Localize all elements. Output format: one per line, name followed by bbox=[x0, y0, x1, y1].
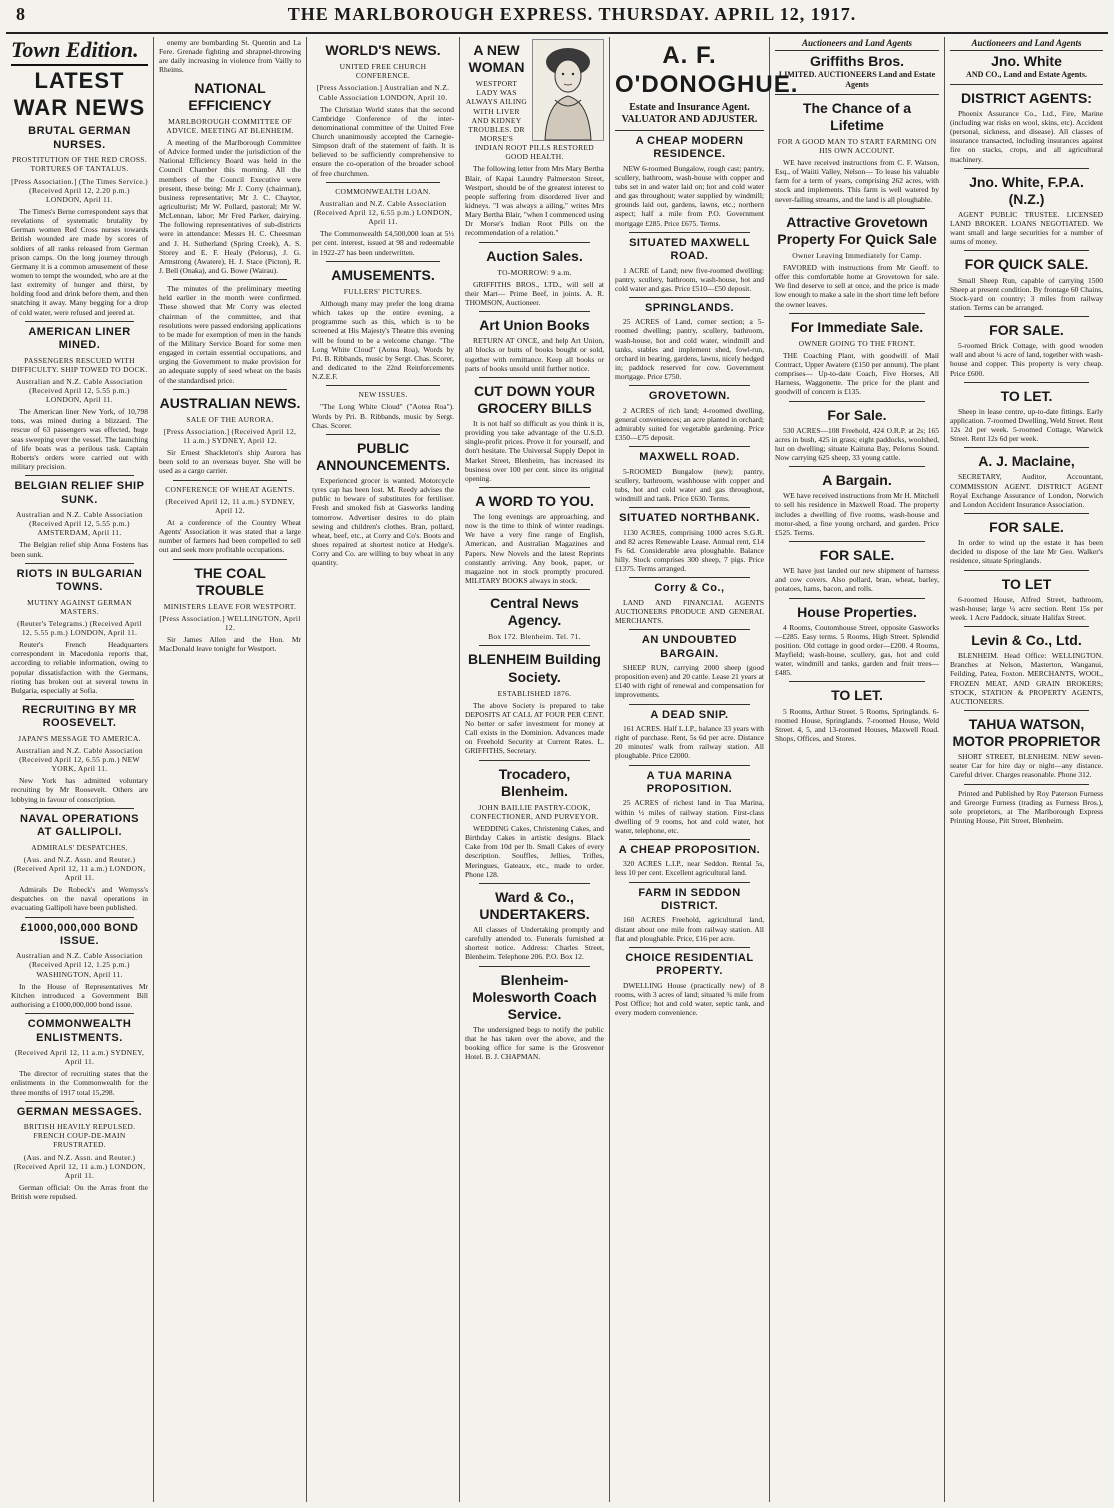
article-subheading: SALE OF THE AURORA. bbox=[186, 414, 274, 424]
article bbox=[11, 125, 148, 321]
article bbox=[950, 453, 1103, 514]
article-heading: A CHEAP PROPOSITION. bbox=[618, 843, 761, 856]
article-subheading: ADMIRALS' DESPATCHES. bbox=[31, 842, 128, 852]
article-heading: TO LET. bbox=[831, 687, 883, 704]
article bbox=[615, 512, 764, 578]
article bbox=[159, 284, 301, 390]
article-body: Experienced grocer is wanted. Motorcycle tyres cap has been lost. M. Reedy advises the public to beware of substitutes for fertiliser. Fresh and smoked fish at Gasworks landing tomorrow. Advertiser desires to do plain sewing and children's clothes. Bran, pollard, wheat, beef, etc., at Corry and Co's. Boots and shoes repaired at shortest notice at Hedge's. Corry and Co. are willing to buy wheat in any quantity. bbox=[312, 475, 454, 568]
article bbox=[775, 407, 939, 468]
article-heading: WORLD'S NEWS. bbox=[325, 42, 441, 58]
article bbox=[465, 889, 604, 967]
column-1 bbox=[6, 37, 154, 1502]
article bbox=[11, 326, 148, 477]
article-body: Admirals De Robeck's and Wemyss's despatches on the naval operations in evacuating Gallipoli have been published. bbox=[11, 885, 148, 913]
article-subheading: PROSTITUTION OF THE RED CROSS. TORTURES OF TANTALUS. bbox=[12, 155, 147, 174]
article bbox=[615, 952, 764, 1017]
article-heading: AUSTRALIAN NEWS. bbox=[159, 394, 301, 411]
article-heading: Art Union Books bbox=[479, 317, 590, 334]
article-body: Sir James Allen and the Hon. Mr MacDonald leave tonight for Westport. bbox=[159, 635, 301, 654]
article-heading: FARM IN SEDDON DISTRICT. bbox=[638, 886, 741, 913]
article-subheading: UNITED FREE CHURCH CONFERENCE. bbox=[339, 62, 427, 81]
article-heading: BLENHEIM Building Society. bbox=[468, 651, 601, 685]
article bbox=[950, 388, 1103, 449]
article bbox=[465, 595, 604, 646]
article bbox=[950, 322, 1103, 383]
article-heading: A CHEAP MODERN RESIDENCE. bbox=[635, 134, 744, 161]
article-heading: SITUATED NORTHBANK. bbox=[619, 512, 760, 525]
col1-articles bbox=[11, 125, 148, 1201]
article bbox=[159, 565, 301, 654]
article bbox=[615, 887, 764, 948]
headline-latest-war-news: LATEST WAR NEWS bbox=[13, 67, 146, 120]
article bbox=[615, 451, 764, 508]
article-subheading: CONFERENCE OF WHEAT AGENTS. bbox=[165, 484, 295, 494]
article-body: AGENT PUBLIC TRUSTEE. LICENSED LAND BROKER. LOANS NEGOTIATED. We want small and large securities for a number of sums of money. bbox=[950, 209, 1103, 247]
article-heading: Blenheim-Molesworth Coach Service. bbox=[472, 971, 597, 1022]
article-subheading: COMMONWEALTH LOAN. bbox=[335, 186, 431, 196]
article-dateline: Australian and N.Z. Cable Association (Received April 12, 6.55 p.m.) NEW YORK, April 11. bbox=[16, 745, 143, 774]
article-body: The director of recruiting states that the enlistments in the Commonwealth for the three months of 1917 total 15,298. bbox=[11, 1069, 148, 1097]
article-body: Sir Ernest Shackleton's ship Aurora has been sold to an overseas buyer. She will be used as a cargo carrier. bbox=[159, 448, 301, 476]
article-heading: MAXWELL ROAD. bbox=[639, 451, 740, 464]
article-heading: A TUA MARINA PROPOSITION. bbox=[646, 769, 733, 795]
article-heading: Jno. White, F.P.A. (N.Z.) bbox=[969, 173, 1084, 207]
article-heading: FOR SALE. bbox=[819, 547, 895, 564]
article bbox=[615, 844, 764, 883]
article-body: SHORT STREET, BLENHEIM. NEW seven-seater Car for hire day or night—any distance. Careful driver. Charges reasonable. Phone 312. bbox=[950, 752, 1103, 780]
article bbox=[11, 568, 148, 700]
article-heading: House Properties. bbox=[797, 603, 917, 620]
article-dateline: [Press Association.] (Received April 12, 11 a.m.) SYDNEY, April 12. bbox=[163, 426, 297, 446]
article-body: German official: On the Arras front the British were repulsed. bbox=[11, 1182, 148, 1202]
article-subheading: PASSENGERS RESCUED WITH DIFFICULTY. SHIP TOWED TO DOCK. bbox=[11, 355, 148, 374]
article-heading: FOR QUICK SALE. bbox=[964, 256, 1089, 273]
article-body: 5 Rooms, Arthur Street. 5 Rooms, Springlands. 6-roomed House, Springlands. 7-roomed House, Weld Street. 4, 5, and 13-roomed Houses, Maxwell Road. Shops, Offices, and Stores. bbox=[775, 706, 939, 743]
article-heading: BRUTAL GERMAN NURSES. bbox=[28, 125, 131, 151]
article-subheading: BRITISH HEAVILY REPULSED. FRENCH COUP-DE-MAIN FRUSTRATED. bbox=[23, 1122, 136, 1150]
article-dateline: Australian and N.Z. Cable Association (Received April 12, 5.55 p.m.) AMSTERDAM, April 11. bbox=[16, 510, 143, 538]
article bbox=[615, 302, 764, 386]
article-subheading: ESTABLISHED 1876. bbox=[497, 688, 572, 698]
article-body: New York has admitted voluntary recruiting by Mr Roosevelt. Others are lobbying in favour of conscription. bbox=[11, 776, 148, 804]
article-body: 5-roomed Brick Cottage, with good wooden wall and about ¼ acre of land, together with wash-house and copper. This property is very cheap. Price £600. bbox=[950, 341, 1103, 378]
col7-listings bbox=[950, 90, 1103, 825]
article bbox=[775, 319, 939, 402]
article-body: 160 ACRES Freehold, agricultural land, distant about one mile from railway station. All flat and ploughable. Price, £16 per acre. bbox=[615, 915, 764, 943]
article-dateline: Australian and N.Z. Cable Association (Received April 12, 5.55 p.m.) LONDON, April 11. bbox=[16, 376, 143, 405]
article-dateline: (Aus. and N.Z. Assn. and Reuter.) (Received April 12, 11 a.m.) LONDON, April 11. bbox=[13, 1152, 146, 1180]
griffiths-firm-name: Griffiths Bros. bbox=[809, 52, 905, 69]
article-body: The following letter from Mrs Mary Bertha Blair, of Kapai Laundry Palmerston Street, Westport, should be of the greatest interest to people suffering from disordered liver and kidneys. "I was always a ailing," writes Mrs Mary Bertha Blair, "when I commenced using Dr Morse's Indian Root Pills on the recommendation of a relation." bbox=[465, 164, 604, 238]
article-heading: A Bargain. bbox=[822, 472, 892, 489]
article-heading: NAVAL OPERATIONS AT GALLIPOLI. bbox=[19, 812, 140, 839]
col5-listings bbox=[615, 135, 764, 1017]
article-body: LAND AND FINANCIAL AGENTS AUCTIONEERS PRODUCE AND GENERAL MERCHANTS. bbox=[615, 597, 764, 626]
article-subheading: MINISTERS LEAVE FOR WESTPORT. bbox=[163, 601, 297, 611]
article bbox=[312, 390, 454, 435]
article-body: GRIFFITHS BROS., LTD., will sell at their Mart— Prime Beef, in joints. A. R. THOMSON, Auctioneer. bbox=[465, 279, 604, 308]
article-body: At a conference of the Country Wheat Agents' Association it was stated that a large number of farmers had been compelled to sell out and seek more profitable occupations. bbox=[159, 518, 301, 555]
article-body: In order to wind up the estate it has been decided to dispose of the late Mr Geo. Walker's residence, situate Springlands. bbox=[950, 538, 1103, 566]
article-heading: Levin & Co., Ltd. bbox=[971, 632, 1082, 648]
article bbox=[312, 187, 454, 262]
article-body: THE Coaching Plant, with goodwill of Mail Contract, Upper Awatere (£150 per annum). The plant comprises— Up-to-date Coach, Five Horses, All Harness, Waggonette. The price for the plant and goodwill of concern is £135. bbox=[775, 350, 939, 397]
article-dateline: (Received April 12, 11 a.m.) SYDNEY, April 12. bbox=[165, 496, 295, 515]
article-heading: A DEAD SNIP. bbox=[650, 708, 729, 721]
article-body: The Commonwealth £4,500,000 loan at 5½ per cent. interest, issued at 98 and redeemable in 1922-27 has been underwritten. bbox=[312, 229, 454, 257]
article bbox=[615, 634, 764, 704]
page-number: 8 bbox=[16, 4, 25, 24]
article-body: 4 Rooms, Coutomhouse Street, opposite Gasworks—£285. Easy terms. 5 Rooms, High Street. Splendid position. Old cottage in good order—£200. 4 Rooms, Mayfield; wash-house, scullery, gas, hot and cold water, windmill and tanks, garden and fruit trees—£485. bbox=[775, 622, 939, 678]
article-subheading: JAPAN'S MESSAGE TO AMERICA. bbox=[18, 733, 141, 743]
article bbox=[159, 485, 301, 560]
article-dateline: Australian and N.Z. Cable Association (Received April 12, 1.25 p.m.) WASHINGTON, April 11. bbox=[16, 951, 143, 979]
article bbox=[615, 237, 764, 298]
article-subheading: JOHN BAILLIE PASTRY-COOK, CONFECTIONER, AND PURVEYOR. bbox=[470, 802, 599, 821]
masthead bbox=[6, 4, 1108, 34]
section-strip-right: Auctioneers and Land Agents bbox=[950, 37, 1103, 51]
article-heading: Corry & Co., bbox=[654, 582, 725, 595]
article-body: 1 ACRE of Land; new five-roomed dwelling: pantry, scullery, bathroom, wash-house, hot and cold water and gas. Price £510—£50 deposit. bbox=[615, 265, 764, 293]
col6-listings bbox=[775, 100, 939, 744]
woman-portrait-illustration bbox=[532, 39, 604, 141]
article-dateline: [Press Association.] Australian and N.Z. Cable Association LONDON, April 10. bbox=[316, 83, 450, 102]
article bbox=[312, 440, 454, 568]
article-body: NEW 6-roomed Bungalow, rough cast; pantry, scullery, bathroom, wash-house with copper and tubs set in and water laid on; hot and cold water and gas throughout; water supplied by windmill; grounds laid out, gardens, lawns, etc.; northern aspect; half a mile from P.O. Government mortgage £285. Price £675. Terms. bbox=[615, 163, 764, 228]
article-body: The long evenings are approaching, and now is the time to think of winter readings. We have a very fine range of English, American, and Australian Magazines and Papers. New Novels and the latest Reprints constantly arriving. Any book, paper, or magazine not in stock promptly procured. MILITARY BOOKS always in stock. bbox=[465, 512, 604, 586]
article-heading: AN UNDOUBTED BARGAIN. bbox=[641, 634, 738, 660]
article-heading: Auction Sales. bbox=[486, 247, 583, 264]
masthead-title: THE MARLBOROUGH EXPRESS. THURSDAY. APRIL 12, 1917. bbox=[287, 4, 857, 24]
article-dateline: (Reuter's Telegrams.) (Received April 12, 5.55 p.m.) LONDON, April 11. bbox=[17, 618, 142, 637]
article-subheading: MARLBOROUGH COMMITTEE OF ADVICE. MEETING AT BLENHEIM. bbox=[166, 116, 294, 135]
edition-label: Town Edition. bbox=[11, 37, 148, 66]
article-body: 25 ACRES of Land, corner section; a 5-roomed dwelling; pantry, scullery, bathroom, wash-house, hot and cold water, windmill and tanks, stables and implement shed, fowl-run, orchard in bearing, gardens, lawns, nicely hedged in; paddock reserved for cow. Government mortgage. Price £750. bbox=[615, 317, 764, 382]
article bbox=[465, 383, 604, 488]
article-body: In the House of Representatives Mr Kitchen introduced a Government Bill authorising a £1000,000,000 bond issue. bbox=[11, 981, 148, 1010]
article-dateline: (Received April 12, 11 a.m.) SYDNEY, April 11. bbox=[14, 1047, 145, 1067]
article bbox=[775, 604, 939, 683]
article-subheading: MUTINY AGAINST GERMAN MASTERS. bbox=[27, 597, 132, 616]
article-body: The Times's Berne correspondent says that revelations of systematic brutality by German women Red Cross nurses towards British wounded are made by scores of soldiers of all ranks released from German prison camps. On the long journey through Germany it is a common amusement of these women to tempt the wounded, who are at the last extremity of hunger and thirst, by holding food and drink before them, and then snatching it away. Many begging for a drop of cold water, were refused and jeered at. bbox=[11, 207, 148, 317]
article-subheading: FULLERS' PICTURES. bbox=[343, 286, 423, 296]
article bbox=[615, 135, 764, 233]
article-body: The Christian World states that the second Cambridge Conference of the inter-denominational committee of the United Free Church unanimously accepted the Carnegie-Simpson draft of the statement of faith. It is believed to be sufficiently comprehensive to ensure the co-operation of the broader school of free churchmen. bbox=[312, 104, 454, 178]
article-body: Reuter's French Headquarters correspondent in Macedonia reports that, according to reliable information, owing to popular dissatisfaction with the Germans, rioting has broken out at several towns in Bulgaria, especially at Sofia. bbox=[11, 640, 148, 695]
column-2-intro: enemy are bombarding St. Quentin and La Fere. Grenade fighting and shrapnel-throwing are daily increasing in violence from Vailly to Rheims. bbox=[159, 38, 301, 75]
article bbox=[465, 493, 604, 590]
article bbox=[950, 789, 1103, 826]
article bbox=[950, 519, 1103, 571]
column-5 bbox=[610, 37, 799, 1502]
article-body: Small Sheep Run, capable of carrying 1500 Sheep at present condition. By frontage 60 Chains, Stock-yard on country; 3 miles from railway station. Terms can be arranged. bbox=[950, 275, 1103, 312]
section-strip: Auctioneers and Land Agents bbox=[775, 37, 939, 51]
article-subheading: Box 172. Blenheim. Tel. 71. bbox=[488, 632, 581, 642]
article-heading: The Chance of a Lifetime bbox=[802, 99, 912, 133]
col4-articles bbox=[465, 42, 604, 1061]
article bbox=[11, 1106, 148, 1202]
article-heading: TO LET bbox=[1001, 575, 1052, 592]
article bbox=[465, 248, 604, 313]
column-6 bbox=[770, 37, 945, 1502]
article bbox=[615, 390, 764, 447]
article-body: The minutes of the preliminary meeting held earlier in the month were confirmed. These showed that Mr Corry was elected chairman of the committee, and that resolutions were passed endorsing applications to be made for exemption of men in the hands of the Military Service Board for some men engaged in certain essential occupations, and urging the Government to make provision for an adequate supply of seed wheat on the basis of the standardised price. bbox=[159, 284, 301, 385]
article bbox=[950, 716, 1103, 785]
article-body: 6-roomed House, Alfred Street, bathroom, wash-house; large ¼ acre section. Rent 15s per week. 1 Acre Paddock, situate Halifax Street. bbox=[950, 594, 1103, 622]
article-body: RETURN AT ONCE, and help Art Union, all blocks or butts of books bought or sold, together with remittance. Keep all books or parts of books unsold until further notice. bbox=[465, 336, 604, 373]
article-dateline: (Aus. and N.Z. Assn. and Reuter.) (Received April 12, 11 a.m.) LONDON, April 11. bbox=[13, 854, 146, 882]
article bbox=[775, 547, 939, 599]
article-heading: CHOICE RESIDENTIAL PROPERTY. bbox=[625, 951, 754, 978]
article bbox=[615, 770, 764, 840]
article bbox=[465, 317, 604, 378]
article-heading: A WORD TO YOU. bbox=[475, 492, 594, 509]
article-dateline: Australian and N.Z. Cable Association (Received April 12, 6.55 p.m.) LONDON, April 11. bbox=[313, 198, 453, 227]
article-body: Phoenix Assurance Co., Ltd., Fire, Marine (including war risks on wool, skins, etc). Accident (personal, sickness, and disease). All classes of insurance transacted, including insurances against fire on stacks, crops, and all agricultural machinery. bbox=[950, 108, 1103, 164]
article-subheading: OWNER GOING TO THE FRONT. bbox=[798, 338, 916, 348]
article-body: Although many may prefer the long drama which takes up the entire evening, a programme such as this, which is to be screened at His Majesty's Theatre this evening will be found to be a welcome change. "The Long White Cloud" (Aotea Roa), Words by Pri. B. Ribbands, music by Sergt. Chas. Scorer, and dedicated to the 22nd Reinforcements N.Z.E.F. bbox=[312, 298, 454, 382]
article-subheading: NEW ISSUES. bbox=[358, 390, 408, 400]
article-body: The undersigned begs to notify the public that he has taken over the above, and the booking office for same is the Grosvenor Hotel. B. J. CHAPMAN. bbox=[465, 1024, 604, 1062]
article-body: 320 ACRES L.I.P., near Seddon. Rental 5s, less 10 per cent. Excellent agricultural land. bbox=[615, 859, 764, 878]
article-heading: THE COAL TROUBLE bbox=[194, 564, 266, 598]
article bbox=[615, 709, 764, 766]
article-heading: For Immediate Sale. bbox=[790, 318, 924, 335]
article bbox=[159, 80, 301, 281]
col3-articles bbox=[312, 42, 454, 567]
article bbox=[465, 766, 604, 884]
article-heading: For Sale. bbox=[827, 406, 887, 423]
article-heading: SPRINGLANDS. bbox=[644, 301, 735, 314]
article-body: Printed and Published by Roy Paterson Furness and Greorge Furness (trading as Furness Bros.), sole proprietors, at The Marlborough Express Printing House, Pitt Street, Blenheim. bbox=[950, 788, 1103, 825]
column-3 bbox=[307, 37, 460, 1502]
article-body: FAVORED with instructions from Mr Geoff. to offer this comfortable home at Grovetown for sale. We find deserve to sell at once, and the price is made low enough to make a sale in the short time left before the owner leaves. bbox=[775, 262, 939, 309]
article-body: SHEEP RUN, carrying 2000 sheep (good proposition even) and 20 cattle. Lease 21 years at £140 with right of renewal and compensation for improvements. bbox=[615, 663, 764, 700]
article-subheading: FOR A GOOD MAN TO START FARMING ON HIS OWN ACCOUNT. bbox=[777, 136, 937, 155]
article bbox=[775, 100, 939, 209]
article-body: WEDDING Cakes, Christening Cakes, and Birthday Cakes in artistic designs. Black Cake from 10d per lb. Small Cakes of every description. Souffles, Jellies, Trifles, Meringues, Gateaux, etc., made to order. Phone 128. bbox=[465, 824, 604, 879]
article-body: Sheep in lease centre, up-to-date fittings. Early application. 7-roomed Dwelling, Weld Street. Rent 12s 2d per week. 5-roomed Cottage, Warwick Street. Rent 12s 6d per week. bbox=[950, 406, 1103, 444]
griffiths-firm-subtitle: LIMITED. AUCTIONEERS Land and Estate Agents bbox=[778, 70, 936, 89]
article-body: WE have received instructions from Mr H. Mitchell to sell his residence in Maxwell Road. The property includes a dwelling of five rooms, wash-house and motor-shed, a fine young orchard, and garden. Price £525. Terms. bbox=[775, 491, 939, 537]
article bbox=[950, 174, 1103, 252]
article bbox=[950, 90, 1103, 169]
article-heading: GERMAN MESSAGES. bbox=[16, 1105, 143, 1118]
article bbox=[465, 651, 604, 760]
article-heading: TAHUA WATSON, MOTOR PROPRIETOR bbox=[952, 715, 1101, 749]
article bbox=[11, 813, 148, 918]
article-subheading: TO-MORROW: 9 a.m. bbox=[497, 267, 572, 277]
article-body: All classes of Undertaking promptly and carefully attended to. Funerals furnished at shortest notice. Address: Charles Street, Blenheim. Telephone 206. P.O. Box 12. bbox=[465, 925, 604, 962]
article-body: DWELLING House (practically new) of 8 rooms, with 3 acres of land; situated ¾ mile from Post Office; hot and cold water, septic tank, and every modern convenience. bbox=[615, 980, 764, 1018]
article-heading: £1000,000,000 BOND ISSUE. bbox=[20, 921, 139, 947]
article bbox=[775, 687, 939, 743]
column-7 bbox=[945, 37, 1108, 1502]
columns bbox=[6, 37, 1108, 1502]
article bbox=[775, 214, 939, 314]
article bbox=[11, 922, 148, 1015]
article bbox=[615, 582, 764, 630]
article-body: 2 ACRES of rich land; 4-roomed dwelling, general conveniences; an acre planted in orchard; admirably suited for vegetable gardening. Price £350—£75 deposit. bbox=[615, 405, 764, 443]
article-heading: A NEW WOMAN bbox=[468, 42, 525, 76]
article bbox=[465, 972, 604, 1062]
article-heading: FOR SALE. bbox=[989, 322, 1064, 339]
article-heading: BELGIAN RELIEF SHIP SUNK. bbox=[14, 480, 145, 506]
article-body: 5-ROOMED Bungalow (new); pantry, scullery, bathroom, washhouse with copper and tubs, hot and cold water and gas throughout, windmill and tank. Price £630. Terms. bbox=[615, 466, 764, 504]
article-body: A meeting of the Marlborough Committee of Advice formed under the jurisdiction of the National Efficiency Board was held in the Council Chamber this morning. All the members of the Council Executive were present, these being: Mr J. Corry (chairman), business representative; Mr J. C. Chaytor, agriculturist; Mr W. Pollard, pastoral; Mr W. McLennan, labor; Mr Fred Parker, dairying. The following representatives of sub-districts were in attendance: Messrs H. C. Cheesman and J. H. Sutherland (Spring Creek), A. S. Storey and E. F. Healy (Pelorus), J. G. Armstrong (Awatere), H. J. Stace (Picton), R. J. Bell (Onaka), and G. Bowe (Wairau). bbox=[159, 138, 301, 275]
article-heading: Attractive Grovetown Property For Quick Sale bbox=[777, 213, 937, 247]
odonoghue-firm-subtitle: Estate and Insurance Agent. VALUATOR AND ADJUSTER. bbox=[621, 101, 758, 125]
article-heading: NATIONAL EFFICIENCY bbox=[188, 79, 272, 113]
article bbox=[11, 1018, 148, 1102]
article-body: The above Society is prepared to take DEPOSITS AT CALL AT FOUR PER CENT. No better or safer investment for money at Call exists in the Dominion. Advances made on Freehold Security at Current Rates. L. GRIFFITHS, Secretary. bbox=[465, 700, 604, 756]
col2-articles bbox=[159, 80, 301, 654]
article-body: "The Long White Cloud" ("Aotea Roa"). Words by Pri. B. Ribbands, music by Sergt. Chas. Scorer. bbox=[312, 402, 454, 430]
article-heading: Central News Agency. bbox=[490, 595, 579, 629]
jno-white-firm-name: Jno. White bbox=[991, 52, 1062, 69]
article-heading: CUT DOWN YOUR GROCERY BILLS bbox=[473, 382, 596, 416]
article-body: SECRETARY, Auditor, Accountant, COMMISSION AGENT. DISTRICT AGENT Royal Exchange Assurance of London, Norwich and London Accident Insurance Association. bbox=[950, 472, 1103, 509]
article bbox=[950, 632, 1103, 711]
jno-white-firm-subtitle: AND CO., Land and Estate Agents. bbox=[966, 70, 1087, 80]
article-body: The Belgian relief ship Anna Fostens has been sunk. bbox=[11, 540, 148, 559]
article-dateline: [Press Association.] (The Times Service.) (Received April 12, 2.20 p.m.) LONDON, April 11. bbox=[11, 176, 148, 204]
article-heading: AMERICAN LINER MINED. bbox=[28, 325, 131, 352]
article-heading: Trocadero, Blenheim. bbox=[498, 765, 571, 799]
article-body: It is not half so difficult as you think it is, providing you take advantage of the U.S.D. single-profit prices. Prove it for yourself, and don't hesitate. The Universal Supply Depot in Market Street, Blenheim, has increased its business over 100 per cent. since its original opening. bbox=[465, 418, 604, 483]
article-heading: A. J. Maclaine, bbox=[978, 453, 1075, 470]
article-heading: TO LET. bbox=[1000, 387, 1053, 404]
column-2 bbox=[154, 37, 307, 1502]
article-dateline: [Press Association.] WELLINGTON, April 12. bbox=[159, 613, 301, 632]
article bbox=[775, 472, 939, 542]
column-4 bbox=[460, 37, 610, 1502]
article-body: 530 ACRES—108 Freehold, 424 O.R.P. at 2s; 165 acres in bush, 425 in grass; eight paddocks, woolshed, hut on dwelling; situate Kaituna Bay, Pelorus Sound. Now carrying 625 sheep, 33 young cattle. bbox=[775, 425, 939, 463]
article bbox=[11, 480, 148, 564]
article bbox=[159, 395, 301, 481]
article-heading: SITUATED MAXWELL ROAD. bbox=[629, 236, 750, 263]
article-heading: AMUSEMENTS. bbox=[331, 266, 435, 283]
article-heading: FOR SALE. bbox=[989, 519, 1064, 535]
article bbox=[312, 42, 454, 183]
article-heading: DISTRICT AGENTS: bbox=[961, 89, 1092, 106]
article-body: 25 ACRES of richest land in Tua Marina, within ½ miles of railway station. First-class dwelling of 9 rooms, hot and cold water, hot water, telephone, etc. bbox=[615, 798, 764, 835]
article-body: WE have just landed our new shipment of harness and cow covers. Also pollard, bran, wheat, barley, potatoes, hams, bacon, and rolls. bbox=[775, 566, 939, 594]
article bbox=[312, 267, 454, 386]
article-heading: RECRUITING BY MR ROOSEVELT. bbox=[22, 703, 137, 730]
article-heading: Ward & Co., UNDERTAKERS. bbox=[479, 888, 590, 922]
article-body: The American liner New York, of 10,798 tons, was mined during a blizzard. The rescue of 63 passengers was effected, huge seas sweeping over the vessel. The launching of life boats was a perilous task. Captain Roberts's orders were carried out with military precision. bbox=[11, 407, 148, 472]
article-body: WE have received instructions from C. F. Watson, Esq., of Waiiti Valley, Nelson— To lease his valuable farm for a term of years, comprising 262 acres, with stock and implements. This farm is well watered by never-failing streams, and the land is all ploughable. bbox=[775, 157, 939, 204]
odonoghue-firm-name: A. F. O'DONOGHUE. bbox=[615, 42, 799, 99]
article-subheading: WESTPORT LADY WAS ALWAYS AILING WITH LIVER AND KIDNEY TROUBLES. DR MORSE'S INDIAN ROOT PILLS RESTORED GOOD HEALTH. bbox=[465, 79, 594, 162]
article-body: BLENHEIM. Head Office: WELLINGTON. Branches at Nelson, Masterton, Wanganui, Feilding, Patea, Foxton. MERCHANTS, WOOL, FROZEN MEAT, AND GRAIN BROKERS; STOCK, STATION & PROPERTY AGENTS, AUCTIONEERS. bbox=[950, 651, 1103, 706]
article-heading: PUBLIC ANNOUNCEMENTS. bbox=[316, 439, 450, 473]
article-heading: RIOTS IN BULGARIAN TOWNS. bbox=[16, 567, 143, 594]
article-heading: GROVETOWN. bbox=[648, 390, 731, 403]
article bbox=[11, 704, 148, 809]
article bbox=[950, 576, 1103, 628]
article-subheading: Owner Leaving Immediately for Camp. bbox=[792, 250, 922, 260]
article-body: 161 ACRES. Half L.I.P., balance 33 years with right of purchase. Rent, 5s 6d per acre. Distance 20 minutes' walk from railway station. All ploughable. Price £2000. bbox=[615, 723, 764, 761]
article-heading: COMMONWEALTH ENLISTMENTS. bbox=[27, 1018, 132, 1044]
article-body: 1130 ACRES, comprising 1000 acres S.G.R. and 82 acres Renewable Lease. Annual rent, £14 Fs 6d. Considerable area ploughable. Balance hilly. Stock comprises 300 sheep, 7 pigs. Price £1375. Terms arranged. bbox=[615, 527, 764, 574]
article bbox=[950, 256, 1103, 317]
